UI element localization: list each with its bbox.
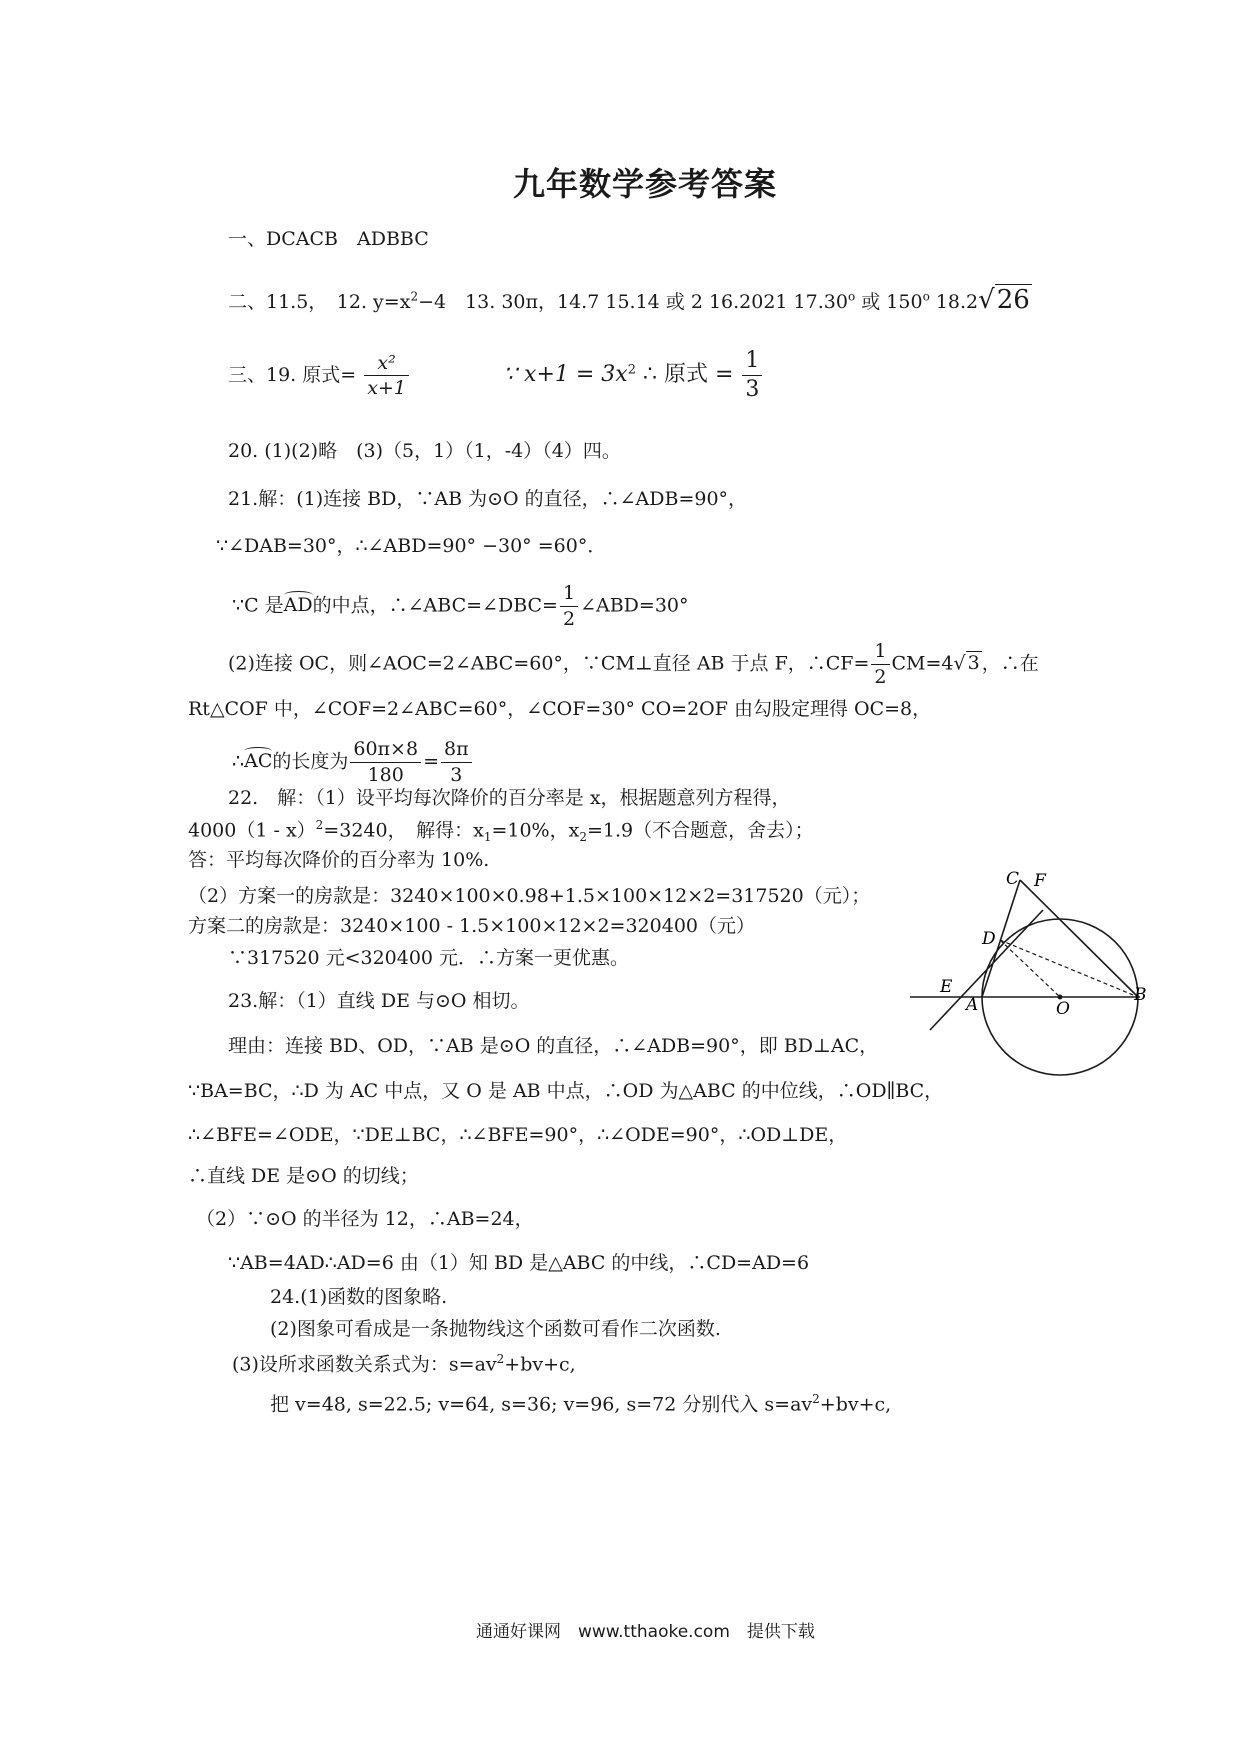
equation-text: ∵ x+1 = 3x <box>503 361 628 387</box>
superscript: 2 <box>812 1392 820 1406</box>
numerator: 8π <box>441 738 472 763</box>
label-c: C <box>1006 870 1020 889</box>
numerator: 1 <box>871 640 889 665</box>
text: 或 150 <box>855 291 923 313</box>
label-f: F <box>1034 871 1046 891</box>
fraction <box>350 738 421 787</box>
section-1-answers: 一、DCACB ADBBC <box>228 228 429 250</box>
sqrt-sign: √ <box>978 285 995 315</box>
label-d: D <box>982 929 996 949</box>
text: =10%，x <box>491 819 580 842</box>
subscript: 1 <box>483 830 492 845</box>
q21-line1: 21.解：(1)连接 BD，∵AB 为⊙O 的直径，∴∠ADB=90°， <box>228 488 748 510</box>
superscript: 2 <box>627 362 636 378</box>
arc-label <box>244 750 272 773</box>
footer-credit: 通通好课网 www.tthaoke.com 提供下载 <box>476 1622 815 1642</box>
superscript: 2 <box>410 289 419 304</box>
text: 把 v=48, s=22.5; v=64, s=36; v=96, s=72 分别代入 s=av <box>270 1393 813 1416</box>
text: 4000（1 - x） <box>188 819 316 842</box>
superscript: 2 <box>496 1352 505 1366</box>
q23-line7: ∵AB=4AD∴AD=6 由（1）知 BD 是△ABC 的中线，∴CD=AD=6 <box>228 1252 810 1274</box>
dashed-do <box>1000 940 1060 997</box>
q23-line2: 理由：连接 BD、OD，∵AB 是⊙O 的直径，∴∠ADB=90°，即 BD⊥AC， <box>228 1035 879 1057</box>
denominator: 2 <box>562 607 576 630</box>
q21-line2: ∵∠DAB=30°，∴∠ABD=90° −30° =60°． <box>216 535 607 557</box>
denominator: 2 <box>874 665 887 688</box>
text: 二、11.5， 12. y=x <box>228 291 411 313</box>
q22-line2 <box>188 818 814 845</box>
text: ∵C 是 <box>232 594 284 617</box>
arc-text: AD <box>283 594 313 617</box>
q22-line1: 22. 解：（1）设平均每次降价的百分率是 x，根据题意列方程得， <box>228 787 791 809</box>
line-cb <box>1020 880 1138 997</box>
text: ∠ABD=30° <box>580 594 689 617</box>
denominator: x+1 <box>367 377 406 400</box>
equation-text: ∴ 原式 = <box>636 361 741 387</box>
text: ，∴在 <box>981 652 1039 675</box>
q23-line3: ∵BA=BC，∴D 为 AC 中点，又 O 是 AB 中点，∴OD 为△ABC 的中位线，∴OD∥BC， <box>188 1080 944 1102</box>
fraction <box>560 582 578 631</box>
sqrt-sign: √ <box>953 652 966 675</box>
text: +bv+c, <box>504 1353 576 1376</box>
degree-mark: o <box>847 289 856 304</box>
geometry-figure <box>910 870 1150 1100</box>
text: =3240， 解得：x <box>323 819 484 842</box>
subscript: 2 <box>579 830 587 845</box>
q23-line5: ∴直线 DE 是⊙O 的切线； <box>188 1165 419 1187</box>
text: CM=4 <box>891 652 954 675</box>
arc-text: AC <box>244 750 273 773</box>
q21-line3 <box>232 582 689 631</box>
text: (3)设所求函数关系式为：s=av <box>232 1353 497 1376</box>
q21-line6 <box>232 738 474 787</box>
q21-line5: Rt△COF 中，∠COF=2∠ABC=60°，∠COF=30° CO=2OF 由勾股定理得 OC=8， <box>188 698 932 720</box>
arc-label <box>284 594 313 617</box>
q20-answer: 20. (1)(2)略 (3)（5，1）（1，-4）（4）四。 <box>228 440 621 462</box>
superscript: 2 <box>315 818 324 832</box>
text: (2)连接 OC，则∠AOC=2∠ABC=60°，∵CM⊥直径 AB 于点 F，∴CF= <box>228 652 870 675</box>
numerator: 1 <box>742 348 762 376</box>
denominator: 180 <box>367 763 404 786</box>
q24-line3 <box>232 1352 576 1376</box>
fraction <box>871 640 889 689</box>
tangent-de <box>930 910 1043 1030</box>
numerator: 60π×8 <box>350 738 421 763</box>
q24-line2: (2)图象可看成是一条抛物线这个函数可看作二次函数. <box>270 1318 721 1340</box>
text: = <box>423 750 439 773</box>
fraction <box>364 352 409 401</box>
dashed-db <box>1000 940 1138 997</box>
text: 18.2 <box>929 291 979 313</box>
sqrt-radicand: 3 <box>967 652 980 675</box>
label-o: O <box>1056 999 1070 1019</box>
text: 的长度为 <box>272 750 349 773</box>
text: 三、19. 原式= <box>228 363 357 386</box>
degree-mark: o <box>922 289 930 304</box>
denominator: 3 <box>745 377 760 403</box>
q23-line6: （2）∵⊙O 的半径为 12，∴AB=24， <box>196 1208 534 1230</box>
text: ∴ <box>232 750 245 773</box>
label-e: E <box>940 977 953 997</box>
numerator: x² <box>364 352 409 377</box>
label-b: B <box>1134 985 1147 1005</box>
text: −4 13. 30π，14.7 15.14 或 2 16.2021 17.30 <box>418 291 848 313</box>
label-a: A <box>966 995 979 1015</box>
q24-line4 <box>270 1392 891 1416</box>
section-3-q19 <box>228 348 764 404</box>
fraction <box>742 348 762 404</box>
q22-line4: （2）方案一的房款是：3240×100×0.98+1.5×100×12×2=317520（元）； <box>188 885 871 907</box>
q22-line6: ∵317520 元<320400 元．∴方案一更优惠。 <box>228 947 630 969</box>
q21-line4 <box>228 640 1039 689</box>
text: 的中点，∴∠ABC=∠DBC= <box>312 594 558 617</box>
q22-line5: 方案二的房款是：3240×100 - 1.5×100×12×2=320400（元） <box>188 915 755 937</box>
text: =1.9（不合题意，舍去）； <box>586 819 814 842</box>
q22-line3: 答：平均每次降价的百分率为 10%. <box>188 849 490 871</box>
sqrt-radicand: 26 <box>996 285 1030 315</box>
fraction <box>441 738 472 787</box>
numerator: 1 <box>560 582 578 607</box>
page-title: 九年数学参考答案 <box>513 165 778 203</box>
q23-line4: ∴∠BFE=∠ODE，∵DE⊥BC，∴∠BFE=90°，∴∠ODE=90°，∴OD⊥DE， <box>188 1124 848 1146</box>
text: +bv+c, <box>819 1393 892 1416</box>
section-2-answers <box>228 285 1032 316</box>
q24-line1: 24.(1)函数的图象略. <box>270 1286 448 1308</box>
q23-line1: 23.解：（1）直线 DE 与⊙O 相切。 <box>228 990 530 1012</box>
denominator: 3 <box>450 763 463 786</box>
